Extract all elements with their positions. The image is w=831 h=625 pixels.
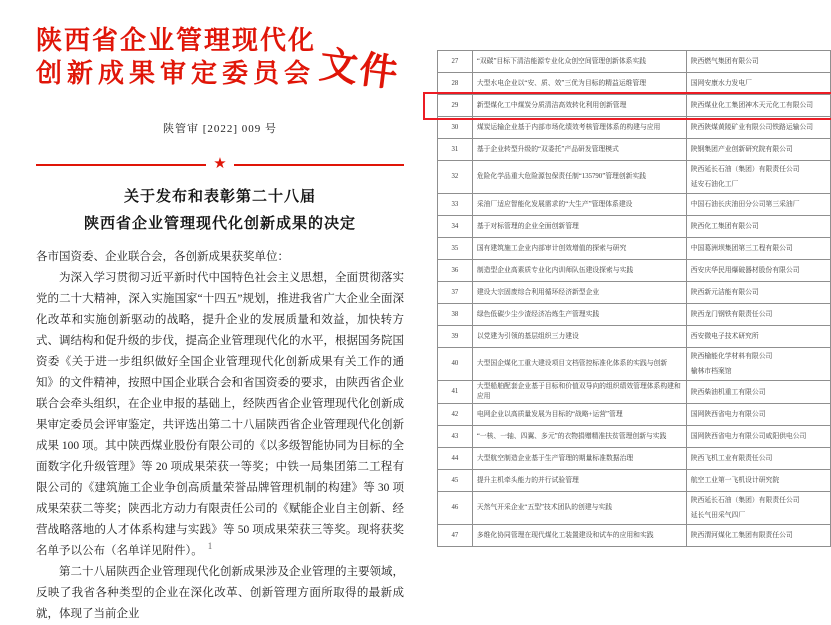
cell-row-number: 37 [438, 282, 473, 304]
organization-line: 榆林市档案馆 [691, 364, 826, 379]
cell-organization [686, 426, 830, 448]
table-row [438, 51, 831, 73]
cell-achievement-title: 多维化协同管理在现代煤化工装置建设和试车的应用和实践 [472, 525, 686, 547]
cell-row-number: 29 [438, 95, 473, 117]
cell-row-number: 39 [438, 326, 473, 348]
table-row [438, 381, 831, 404]
cell-row-number: 40 [438, 348, 473, 381]
organization-line: 陕西延长石油（集团）有限责任公司 [691, 493, 826, 508]
table-row [438, 117, 831, 139]
table-row [438, 492, 831, 525]
cell-row-number: 34 [438, 216, 473, 238]
organization-line: 陕西煤业化工集团神木天元化工有限公司 [691, 98, 826, 113]
cell-achievement-title: 提升主机牵头能力的并行试验管理 [472, 470, 686, 492]
organization-line: 陕西延长石油（集团）有限责任公司 [691, 162, 826, 177]
letterhead-line2: 创新成果审定委员会 [36, 57, 404, 90]
cell-achievement-title: 以党建为引领的基层组织三力建设 [472, 326, 686, 348]
organization-line: 陕西新元洁能有限公司 [691, 285, 826, 300]
star-icon: ★ [213, 157, 226, 172]
table-row [438, 348, 831, 381]
cell-achievement-title: 大型国企煤化工重大建设项目文档管控标准化体系的实践与创新 [472, 348, 686, 381]
organization-line: 航空工业第一飞机设计研究院 [691, 473, 826, 488]
cell-achievement-title: 电网企业以高质量发展为目标的“战略+运营”管理 [472, 404, 686, 426]
organization-line: 陕西陕煤黄陵矿业有限公司铁路运输公司 [691, 120, 826, 135]
cell-row-number: 43 [438, 426, 473, 448]
organization-line: 陕西飞机工业有限责任公司 [691, 451, 826, 466]
organization-line: 陕钢集团产业创新研究院有限公司 [691, 142, 826, 157]
cell-row-number: 31 [438, 139, 473, 161]
cell-organization [686, 216, 830, 238]
organization-line: 西安微电子技术研究所 [691, 329, 826, 344]
document-number: 陕管审 [2022] 009 号 [36, 120, 404, 136]
document-title [36, 184, 404, 238]
cell-organization [686, 348, 830, 381]
cell-row-number: 33 [438, 194, 473, 216]
organization-line: 陕西柴油机重工有限公司 [691, 385, 826, 400]
cell-organization [686, 470, 830, 492]
cell-organization [686, 492, 830, 525]
table-row [438, 260, 831, 282]
organization-line: 中国石油长庆油田分公司第三采油厂 [691, 197, 826, 212]
cell-achievement-title: 制造型企业高素质专业化内训师队伍建设探索与实践 [472, 260, 686, 282]
table-row [438, 194, 831, 216]
cell-achievement-title: 大型船舶配套企业基于目标和价值双导向的组织绩效管理体系构建和应用 [472, 381, 686, 404]
letterhead-suffix: 文件 [317, 33, 403, 97]
divider-line-left [36, 164, 206, 166]
cell-row-number: 32 [438, 161, 473, 194]
organization-line: 延安石油化工厂 [691, 177, 826, 192]
cell-organization [686, 95, 830, 117]
table-row [438, 139, 831, 161]
table-row [438, 304, 831, 326]
document-title-line1: 关于发布和表彰第二十八届 [36, 184, 404, 211]
table-row [438, 326, 831, 348]
cell-organization [686, 404, 830, 426]
cell-row-number: 38 [438, 304, 473, 326]
cell-organization [686, 525, 830, 547]
organization-line: 国网安康水力发电厂 [691, 76, 826, 91]
cell-organization [686, 326, 830, 348]
letterhead [36, 24, 404, 108]
organization-line: 陕西榆能化学材料有限公司 [691, 349, 826, 364]
table-row [438, 282, 831, 304]
table-row [438, 525, 831, 547]
organization-line: 国网陕西省电力有限公司咸阳供电公司 [691, 429, 826, 444]
awards-table-body [438, 51, 831, 547]
table-row [438, 216, 831, 238]
cell-achievement-title: “一核、一轴、四翼、多元”的衣物捐赠精准扶贫管理创新与实践 [472, 426, 686, 448]
paragraph-2: 第二十八届陕西企业管理现代化创新成果涉及企业管理的主要领域，反映了我省各种类型的企业在深化改革、创新管理方面所取得的最新成就，体现了当前企业 [36, 562, 404, 625]
cell-row-number: 46 [438, 492, 473, 525]
cell-organization [686, 304, 830, 326]
cell-achievement-title: 危险化学品重大危险源包保责任制“135790”管理创新实践 [472, 161, 686, 194]
cell-organization [686, 194, 830, 216]
document-title-line2: 陕西省企业管理现代化创新成果的决定 [36, 211, 404, 238]
cell-row-number: 27 [438, 51, 473, 73]
table-row [438, 426, 831, 448]
table-row [438, 470, 831, 492]
table-row [438, 404, 831, 426]
cell-achievement-title: 大型航空制造企业基于生产管理的期量标准数据治理 [472, 448, 686, 470]
cell-organization [686, 51, 830, 73]
organization-line: 延长气田采气四厂 [691, 508, 826, 523]
organization-line: 中国葛洲坝集团第三工程有限公司 [691, 241, 826, 256]
cell-achievement-title: 建设大宗固废综合利用循环经济新型企业 [472, 282, 686, 304]
organization-line: 陕西燃气集团有限公司 [691, 54, 826, 69]
table-row [438, 448, 831, 470]
cell-row-number: 47 [438, 525, 473, 547]
cell-achievement-title: 国有建筑施工企业内部审计创效增值的探索与研究 [472, 238, 686, 260]
organization-line: 陕西龙门钢铁有限责任公司 [691, 307, 826, 322]
table-row [438, 73, 831, 95]
document-body [36, 247, 404, 625]
cell-achievement-title: 大型水电企业以“安、质、效”三优为目标的精益运维管理 [472, 73, 686, 95]
cell-row-number: 41 [438, 381, 473, 404]
cell-row-number: 42 [438, 404, 473, 426]
cell-organization [686, 260, 830, 282]
cell-achievement-title: 采油厂适应智能化发展需求的“大生产”管理体系建设 [472, 194, 686, 216]
paragraph-1: 为深入学习贯彻习近平新时代中国特色社会主义思想，全面贯彻落实党的二十大精神，深入实施国家“十四五”规划，推进我省广大企业全面深化改革和实施创新驱动的战略，提升企业的发展质量和效益，加快转方式、调结构和促升级的步伐，提高企业管理现代化的水平，根据国务院国资委《关于进一步组织做好全国企业管理现代化创新成果有关工作的通知》的文件精神，按照中国企业联合会和省国资委的要求，由陕西省企业联合会牵头组织，在企业申报的基础上，经陕西省企业管理现代化创新成果审定委员会评审鉴定，共评选出第二十八届陕西省企业管理现代化创新成果 100 项。其中陕西煤业股份有限公司的《以多级智能协同为目标的全面数字化升级管理》等 20 项成果荣获一等奖；中铁一局集团第二工程有限公司的《建筑施工企业争创高质量荣誉品牌管理机制的构建》等 30 项成果荣获二等奖；陕西北方动力有限责任公司的《赋能企业自主创新、经营战略落地的人才体系构建与实践》等 50 项成果荣获三等奖。现将获奖名单予以公布（名单详见附件）。 [36, 268, 404, 562]
cell-organization [686, 73, 830, 95]
cell-achievement-title: 绿色低碳少尘少渣经济冶炼生产管理实践 [472, 304, 686, 326]
document-page [36, 24, 404, 625]
cell-achievement-title: 基于对标管理的企业全面创新管理 [472, 216, 686, 238]
cell-achievement-title: 基于企业转型升级的“双委托”产品研发管理模式 [472, 139, 686, 161]
cell-achievement-title: 天然气开采企业“五型”技术团队的创建与实践 [472, 492, 686, 525]
cell-organization [686, 238, 830, 260]
cell-row-number: 45 [438, 470, 473, 492]
cell-organization [686, 282, 830, 304]
letterhead-line1: 陕西省企业管理现代化 [36, 24, 404, 57]
table-row [438, 238, 831, 260]
cell-row-number: 30 [438, 117, 473, 139]
cell-row-number: 36 [438, 260, 473, 282]
page-number: 1 [170, 541, 250, 551]
cell-organization [686, 139, 830, 161]
table-row [438, 161, 831, 194]
cell-organization [686, 381, 830, 404]
organization-line: 陕西渭河煤化工集团有限责任公司 [691, 528, 826, 543]
cell-row-number: 35 [438, 238, 473, 260]
cell-row-number: 44 [438, 448, 473, 470]
organization-line: 西安庆华民用爆破器材股份有限公司 [691, 263, 826, 278]
organization-line: 国网陕西省电力有限公司 [691, 407, 826, 422]
cell-organization [686, 448, 830, 470]
cell-achievement-title: “双碳”目标下清洁能源专业化众创空间管理创新体系实践 [472, 51, 686, 73]
cell-achievement-title: 煤炭运输企业基于内部市场化绩效考核管理体系的构建与应用 [472, 117, 686, 139]
star-divider [36, 157, 404, 172]
table-row [438, 95, 831, 117]
cell-organization [686, 117, 830, 139]
cell-organization [686, 161, 830, 194]
organization-line: 陕西化工集团有限公司 [691, 219, 826, 234]
cell-row-number: 28 [438, 73, 473, 95]
cell-achievement-title: 新型煤化工中煤炭分质清洁高效转化利用创新管理 [472, 95, 686, 117]
salutation: 各市国资委、企业联合会，各创新成果获奖单位： [36, 247, 404, 268]
divider-line-right [234, 164, 404, 166]
awards-table [437, 50, 831, 547]
